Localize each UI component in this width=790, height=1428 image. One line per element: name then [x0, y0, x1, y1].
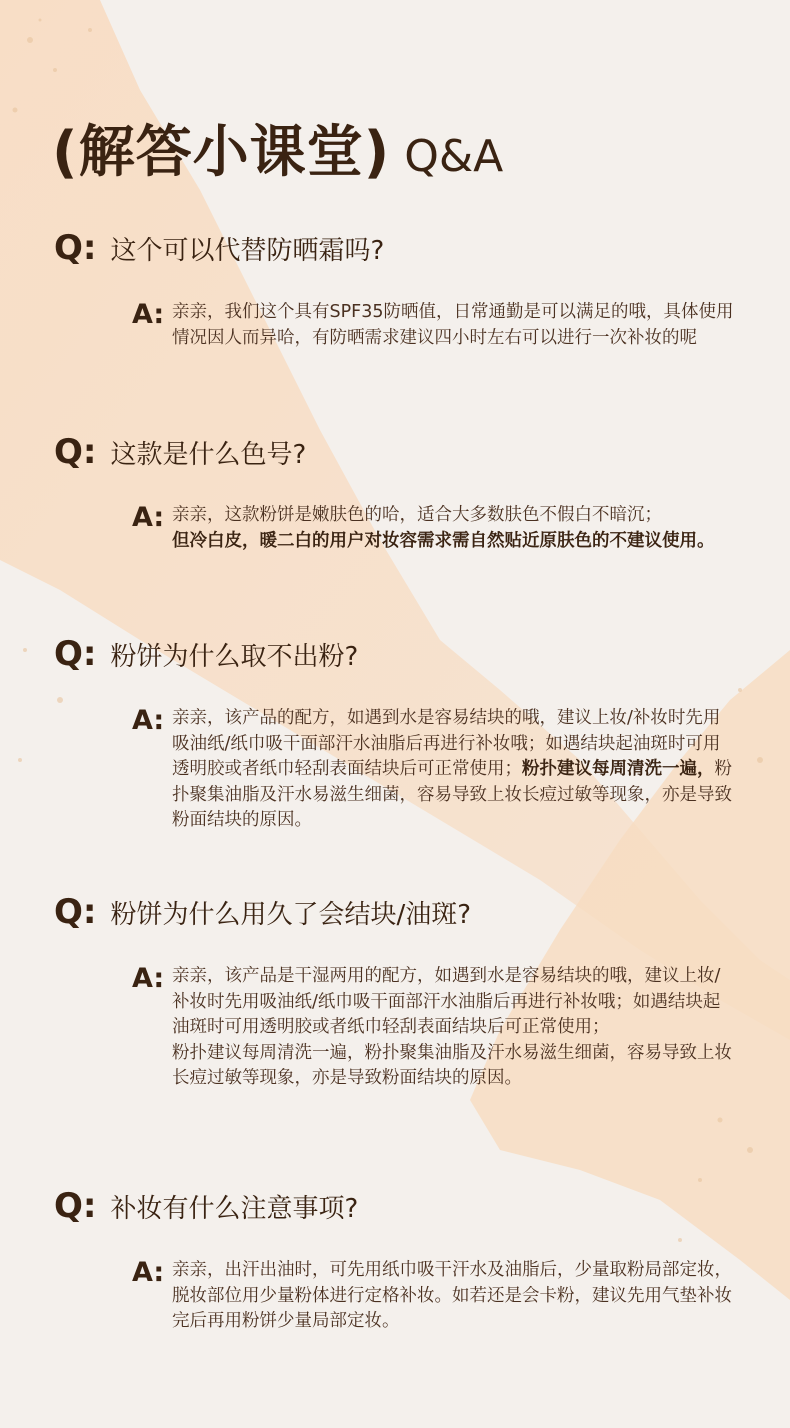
answer-text: 亲亲，这款粉饼是嫩肤色的哈，适合大多数肤色不假白不暗沉； — [172, 505, 662, 525]
q-mark: Q: — [54, 432, 97, 472]
question-4 — [54, 892, 471, 932]
answer-text-bold: 粉扑建议每周清洗一遍， — [522, 759, 715, 779]
a-mark: A: — [132, 502, 165, 533]
q-mark: Q: — [54, 892, 97, 932]
question-text: 粉饼为什么取不出粉? — [110, 642, 359, 672]
answer-text: 粉扑聚集油脂及汗水易滋生细菌，容易导致上妆长痘过敏等现象，亦是导致粉面结块的原因。 — [172, 759, 732, 830]
answer-text: 亲亲，该产品是干湿两用的配方，如遇到水是容易结块的哦，建议上妆/补妆时先用吸油纸/纸巾吸干面部汗水油脂后再进行补妆哦；如遇结块起油斑时可用透明胶或者纸巾轻刮表面结块后可正常使用； — [172, 966, 721, 1037]
question-1 — [54, 228, 384, 268]
question-5 — [54, 1186, 358, 1226]
a-mark: A: — [132, 299, 165, 330]
answer-text: 亲亲，该产品的配方，如遇到水是容易结块的哦，建议上妆/补妆时先用吸油纸/纸巾吸干面部汗水油脂后再进行补妆哦；如遇结块起油斑时可用透明胶或者纸巾轻刮表面结块后可正常使用； — [172, 708, 721, 779]
answer-3 — [132, 706, 737, 834]
q-mark: Q: — [54, 228, 97, 268]
question-3 — [54, 634, 358, 674]
question-text: 粉饼为什么用久了会结块/油斑? — [110, 900, 472, 930]
page-title — [52, 108, 503, 188]
question-text: 这款是什么色号? — [110, 440, 307, 470]
answer-text: 亲亲，我们这个具有SPF35防晒值，日常通勤是可以满足的哦，具体使用情况因人而异哈，有防晒需求建议四小时左右可以进行一次补妆的呢 — [172, 302, 734, 348]
a-mark: A: — [132, 963, 165, 994]
answer-2 — [132, 503, 737, 554]
answer-text: 亲亲，出汗出油时，可先用纸巾吸干汗水及油脂后，少量取粉局部定妆，脱妆部位用少量粉体进行定格补妆。如若还是会卡粉，建议先用气垫补妆完后再用粉饼少量局部定妆。 — [172, 1260, 732, 1331]
answer-text: 粉扑建议每周清洗一遍，粉扑聚集油脂及汗水易滋生细菌，容易导致上妆长痘过敏等现象，亦是导致粉面结块的原因。 — [172, 1042, 732, 1088]
answer-4 — [132, 964, 737, 1092]
question-text: 这个可以代替防晒霜吗? — [110, 236, 385, 266]
q-mark: Q: — [54, 634, 97, 674]
question-text: 补妆有什么注意事项? — [110, 1194, 359, 1224]
a-mark: A: — [132, 1257, 165, 1288]
answer-text: 但冷白皮，暖二白的用户对妆容需求需自然贴近原肤色的不建议使用。 — [172, 530, 715, 551]
answer-5 — [132, 1258, 737, 1335]
q-mark: Q: — [54, 1186, 97, 1226]
title-main: (解答小课堂) — [52, 120, 391, 185]
answer-1 — [132, 300, 737, 351]
question-2 — [54, 432, 306, 472]
a-mark: A: — [132, 705, 165, 736]
title-sub: Q&A — [404, 131, 504, 182]
